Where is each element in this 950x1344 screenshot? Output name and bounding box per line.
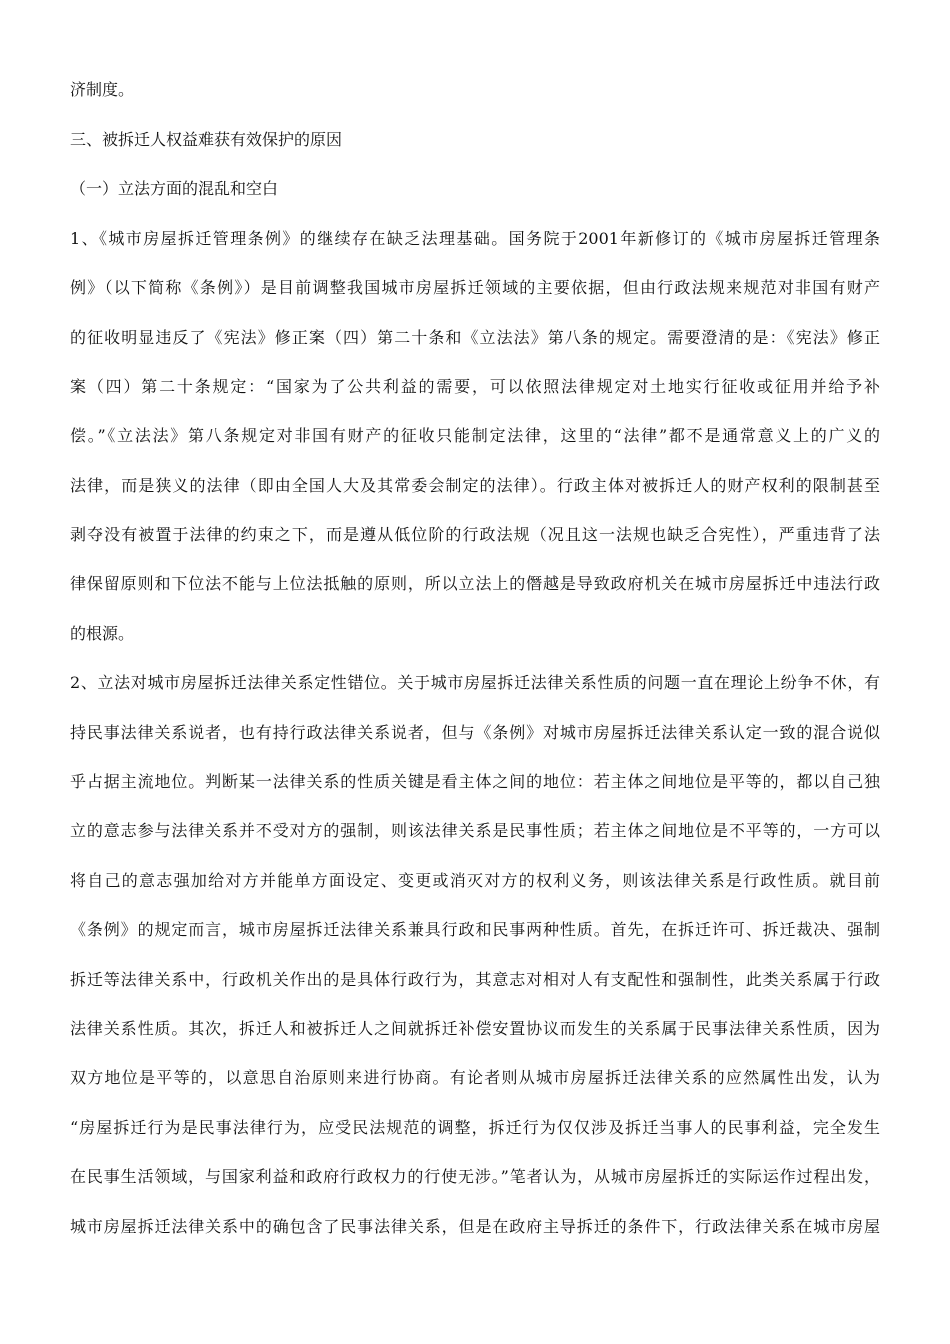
subsection-heading: （一）立法方面的混乱和空白 [70, 179, 279, 198]
text-line: 律保留原则和下位法不能与上位法抵触的原则，所以立法上的僭越是导致政府机关在城市房屋拆迁中违法行政 [70, 574, 880, 593]
text-line: 双方地位是平等的，以意思自治原则来进行协商。有论者则从城市房屋拆迁法律关系的应然属性出发，认为 [70, 1068, 880, 1087]
text-line: 立的意志参与法律关系并不受对方的强制，则该法律关系是民事性质；若主体之间地位是不平等的，一方可以 [70, 821, 880, 840]
text-line: 1、《城市房屋拆迁管理条例》的继续存在缺乏法理基础。国务院于2001年新修订的《城市房屋拆迁管理条 [70, 229, 880, 248]
text-line: 法律关系性质。其次，拆迁人和被拆迁人之间就拆迁补偿安置协议而发生的关系属于民事法律关系性质，因为 [70, 1019, 880, 1038]
text-line: 济制度。 [70, 80, 135, 99]
text-line: 剥夺没有被置于法律的约束之下，而是遵从低位阶的行政法规（况且这一法规也缺乏合宪性），严重违背了法 [70, 525, 880, 544]
text-line: 持民事法律关系说者，也有持行政法律关系说者，但与《条例》对城市房屋拆迁法律关系认定一致的混合说似 [70, 723, 880, 742]
text-line: 拆迁等法律关系中，行政机关作出的是具体行政行为，其意志对相对人有支配性和强制性，此类关系属于行政 [70, 970, 880, 989]
text-line: 将自己的意志强加给对方并能单方面设定、变更或消灭对方的权利义务，则该法律关系是行政性质。就目前 [70, 871, 880, 890]
text-line: “房屋拆迁行为是民事法律行为，应受民法规范的调整，拆迁行为仅仅涉及拆迁当事人的民事利益，完全发生 [70, 1118, 880, 1137]
text-line: 2、立法对城市房屋拆迁法律关系定性错位。关于城市房屋拆迁法律关系性质的问题一直在理论上纷争不休，有 [70, 673, 880, 692]
text-line: 偿。”《立法法》第八条规定对非国有财产的征收只能制定法律，这里的“法律”都不是通常意义上的广义的 [70, 426, 880, 445]
text-line: 的征收明显违反了《宪法》修正案（四）第二十条和《立法法》第八条的规定。需要澄清的是：《宪法》修正 [70, 328, 880, 347]
text-line: 案（四）第二十条规定：“国家为了公共利益的需要，可以依照法律规定对土地实行征收或征用并给予补 [70, 377, 880, 396]
section-heading: 三、被拆迁人权益难获有效保护的原因 [70, 130, 343, 149]
text-line: 《条例》的规定而言，城市房屋拆迁法律关系兼具行政和民事两种性质。首先，在拆迁许可、拆迁裁决、强制 [70, 920, 880, 939]
text-line: 乎占据主流地位。判断某一法律关系的性质关键是看主体之间的地位：若主体之间地位是平等的，都以自己独 [70, 772, 880, 791]
text-line: 在民事生活领域，与国家利益和政府行政权力的行使无涉。”笔者认为，从城市房屋拆迁的实际运作过程出发， [70, 1167, 880, 1186]
text-line: 例》（以下简称《条例》）是目前调整我国城市房屋拆迁领域的主要依据，但由行政法规来规范对非国有财产 [70, 278, 880, 297]
text-line: 城市房屋拆迁法律关系中的确包含了民事法律关系，但是在政府主导拆迁的条件下，行政法律关系在城市房屋 [70, 1217, 880, 1236]
text-line: 法律，而是狭义的法律（即由全国人大及其常委会制定的法律）。行政主体对被拆迁人的财产权利的限制甚至 [70, 476, 880, 495]
text-line: 的根源。 [70, 624, 135, 643]
